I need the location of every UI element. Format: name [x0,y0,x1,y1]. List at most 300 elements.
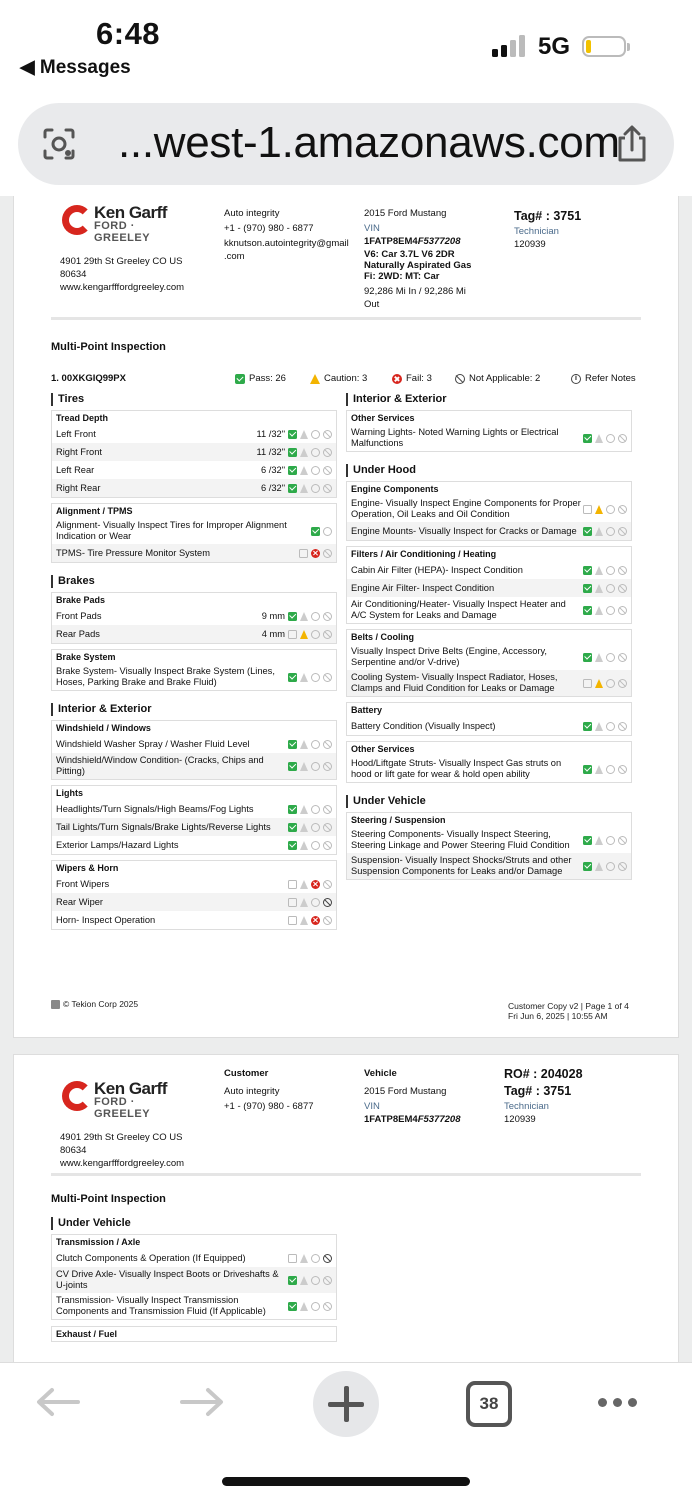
caution-icon [300,740,308,749]
item-label: Transmission- Visually Inspect Transmission Components and Transmission Fluid (If Applicable) [56,1295,266,1316]
inspection-group [346,741,632,783]
status-icons [583,434,627,443]
item-label: Right Front [56,446,102,457]
caution-icon [300,805,308,814]
address-bar[interactable] [18,103,674,185]
status-icons [583,722,627,731]
divider [51,317,641,320]
fail-icon [606,836,615,845]
pass-check-icon [299,549,308,558]
pass-check-icon [583,527,592,536]
caution-icon [300,898,308,907]
status-icons [583,765,627,774]
group-title: Alignment / TPMS [56,506,133,516]
section-title: Tires [51,393,337,406]
pass-check-icon [288,823,297,832]
caution-icon [300,466,308,475]
item-label: Left Rear [56,464,95,475]
not-applicable-icon [618,566,627,575]
inspection-row [347,853,631,879]
caution-icon [595,862,603,871]
fail-icon [606,653,615,662]
caution-icon [300,448,308,457]
pass-check-icon [288,841,297,850]
inspection-row [347,425,631,451]
fail-icon [606,434,615,443]
inspection-group [346,481,632,541]
item-label: Front Pads [56,610,102,621]
fail-icon [311,740,320,749]
measurement: 11 /32" [256,447,285,457]
inspection-row [347,670,631,696]
not-applicable-icon [323,805,332,814]
inspection-row [52,836,336,854]
inspection-row [52,518,336,544]
inspection-group [51,592,337,644]
status-icons [288,916,332,925]
group-title: Other Services [351,744,415,754]
caution-icon [595,606,603,615]
fail-icon [392,374,402,384]
group-title: Brake Pads [56,595,106,605]
caution-icon [595,722,603,731]
caution-icon [300,1302,308,1311]
caution-icon [300,484,308,493]
caution-icon [595,836,603,845]
fail-icon [323,527,332,536]
caution-icon [595,679,603,688]
inspection-title: Multi-Point Inspection [51,1193,166,1205]
inspection-row [347,756,631,782]
not-applicable-icon [618,765,627,774]
group-title: Belts / Cooling [351,632,414,642]
group-title: Tread Depth [56,413,109,423]
status-icons [583,584,627,593]
pass-check-icon [583,765,592,774]
pass-check-icon [583,862,592,871]
caution-icon [595,527,603,536]
tag-info: Tag# : 3751 Technician 120939 [514,209,582,250]
not-applicable-icon [618,606,627,615]
info-icon: i [571,374,581,384]
vehicle-info: 2015 Ford Mustang VIN 1FATP8EM4F5377208 V6: Car 3.7L V6 2DR Naturally Aspirated Gas Fi: 2WD: MT: Car 92,286 Mi In / 92,286 Mi Out [364,208,472,310]
inspection-row [52,875,336,893]
item-label: Steering Components- Visually Inspect Steering, Steering Linkage and Power Steering Fluid Condition [351,829,570,850]
fail-icon [606,679,615,688]
group-title: Engine Components [351,484,439,494]
not-applicable-icon [618,836,627,845]
pass-check-icon [288,466,297,475]
section-title: Under Hood [346,464,632,477]
status-icons [288,673,332,682]
group-title: Other Services [351,413,415,423]
status-icons [583,606,627,615]
measurement: 9 mm [261,611,285,621]
caution-icon [595,765,603,774]
not-applicable-icon [323,823,332,832]
inspection-row [52,1249,336,1267]
pass-check-icon [288,762,297,771]
item-label: Battery Condition (Visually Inspect) [351,720,496,731]
inspection-group [346,410,632,452]
inspection-group [51,785,337,855]
pass-check-icon [288,1276,297,1285]
report-page-1 [13,196,679,1038]
na-count: Not Applicable: 2 [455,373,540,384]
forward-arrow-icon[interactable] [178,1387,226,1417]
pass-check-icon [583,606,592,615]
item-label: Front Wipers [56,878,110,889]
fail-icon [606,584,615,593]
group-title: Wipers & Horn [56,863,119,873]
inspection-group [51,503,337,563]
url-text[interactable]: ...west-1.amazonaws.com [118,118,620,167]
item-label: Right Rear [56,482,101,493]
item-label: Rear Pads [56,628,100,639]
fail-icon [606,722,615,731]
status-icons [299,549,332,558]
not-applicable-icon [323,466,332,475]
tekion-logo-icon [51,1000,60,1009]
fail-icon [311,630,320,639]
item-label: Suspension- Visually Inspect Shocks/Struts and other Suspension Components for Leaks and/or Damage [351,855,572,876]
fail-icon [606,566,615,575]
inspection-row [52,607,336,625]
caution-icon [300,1254,308,1263]
fail-icon [606,527,615,536]
not-applicable-icon [323,430,332,439]
status-icons [583,505,627,514]
status-icons [583,679,627,688]
status-icons [288,740,332,749]
fail-icon [311,466,320,475]
group-title: Steering / Suspension [351,815,446,825]
back-arrow-icon[interactable] [34,1387,82,1417]
fail-icon [311,430,320,439]
not-applicable-icon [323,630,332,639]
section-title: Under Vehicle [51,1217,337,1230]
status-icons [288,823,332,832]
status-icons [583,653,627,662]
fail-icon [311,880,320,889]
status-icons [288,448,332,457]
not-applicable-icon [323,880,332,889]
status-icons [288,880,332,889]
caution-icon [595,434,603,443]
pass-check-icon [288,1302,297,1311]
item-label: Windshield Washer Spray / Washer Fluid Level [56,738,250,749]
fail-icon [311,484,320,493]
status-icons [288,841,332,850]
fail-count: Fail: 3 [392,373,432,384]
left-column [51,385,337,930]
not-applicable-icon [323,916,332,925]
pass-check-icon [288,430,297,439]
item-label: Engine Air Filter- Inspect Condition [351,582,495,593]
inspection-row [52,625,336,643]
group-title: Brake System [56,652,116,662]
copyright: © Tekion Corp 2025 [51,999,138,1009]
status-icons [583,862,627,871]
inspection-row [52,893,336,911]
fail-icon [311,673,320,682]
divider [51,1173,641,1176]
caution-icon [300,430,308,439]
dealer-logo: Ken Garff FORD · GREELEY [62,205,192,235]
section-title: Brakes [51,575,337,588]
browser-toolbar [0,1362,692,1500]
not-applicable-icon [323,841,332,850]
inspection-row [52,443,336,461]
pass-check-icon [288,916,297,925]
group-title: Filters / Air Conditioning / Heating [351,549,497,559]
caution-icon [300,612,308,621]
page2-column [51,1209,337,1342]
group-title: Exhaust / Fuel [56,1329,118,1339]
pass-check-icon [583,434,592,443]
not-applicable-icon [455,374,465,384]
status-icons [583,527,627,536]
item-label: Tail Lights/Turn Signals/Brake Lights/Reverse Lights [56,821,271,832]
status-icons [288,805,332,814]
status-icons [288,1254,332,1263]
site-settings-icon[interactable] [42,127,76,161]
inspection-row [347,496,631,522]
status-time: 6:48 [96,16,161,51]
measurement: 6 /32" [261,465,285,475]
inspection-row [347,644,631,670]
fail-icon [311,448,320,457]
caution-icon [310,374,320,384]
group-title: Windshield / Windows [56,723,151,733]
not-applicable-icon [323,1276,332,1285]
inspection-row [52,664,336,690]
inspection-title: Multi-Point Inspection [51,341,166,353]
inspection-row [52,911,336,929]
not-applicable-icon [323,484,332,493]
item-label: Engine- Visually Inspect Engine Components for Proper Operation, Oil Leaks and Oil Condition [351,498,581,519]
item-label: Headlights/Turn Signals/High Beams/Fog Lights [56,803,254,814]
status-icons [288,762,332,771]
item-label: Windshield/Window Condition- (Cracks, Chips and Pitting) [56,755,264,776]
network-label: 5G [538,33,571,60]
ro-number: 1. 00XKGIQ99PX [51,373,126,384]
not-applicable-icon [323,549,332,558]
not-applicable-icon [618,434,627,443]
dealer-address: 4901 29th St Greeley CO US 80634 www.kengarfffordgreeley.com [60,1132,185,1169]
inspection-row [52,544,336,562]
pass-check-icon [583,836,592,845]
item-label: CV Drive Axle- Visually Inspect Boots or Driveshafts & U-joints [56,1269,279,1290]
pass-check-icon [583,566,592,575]
inspection-row [347,561,631,579]
caution-count: Caution: 3 [310,373,367,384]
back-to-messages-link[interactable]: ◀ Messages [20,57,131,78]
fail-icon [606,765,615,774]
pass-check-icon [583,505,592,514]
dealer-address: 4901 29th St Greeley CO US 80634 www.kengarfffordgreeley.com [60,256,185,293]
fail-icon [311,916,320,925]
fail-icon [311,805,320,814]
fail-icon [311,1254,320,1263]
inspection-group [346,546,632,624]
section-title: Under Vehicle [346,795,632,808]
fail-icon [311,841,320,850]
inspection-row [347,597,631,623]
measurement: 11 /32" [256,429,285,439]
not-applicable-icon [323,673,332,682]
fail-icon [311,762,320,771]
caution-icon [300,841,308,850]
pass-check-icon [288,484,297,493]
inspection-row [347,522,631,540]
pass-check-icon [288,1254,297,1263]
pass-check-icon [583,653,592,662]
home-indicator[interactable] [222,1477,470,1486]
inspection-row [52,479,336,497]
share-icon[interactable] [614,125,650,163]
item-label: Hood/Liftgate Struts- Visually Inspect Gas struts on hood or lift gate for wear & hold open ability [351,758,562,779]
caution-icon [300,823,308,832]
fail-icon [311,823,320,832]
inspection-group [346,702,632,736]
item-label: Engine Mounts- Visually Inspect for Cracks or Damage [351,525,577,536]
document-viewer[interactable] [0,196,692,1362]
status-icons [288,466,332,475]
inspection-group [51,860,337,930]
inspection-group [346,812,632,880]
tab-count-button[interactable]: 38 [466,1381,512,1427]
inspection-row [347,579,631,597]
status-icons [311,527,332,536]
pass-icon [235,374,245,384]
status-icons [288,430,332,439]
measurement: 4 mm [261,629,285,639]
not-applicable-icon [323,448,332,457]
caution-icon [300,762,308,771]
fail-icon [606,862,615,871]
inspection-row [52,753,336,779]
item-label: Warning Lights- Noted Warning Lights or Electrical Malfunctions [351,427,559,448]
inspection-group [51,649,337,691]
inspection-row [52,1293,336,1319]
item-label: Air Conditioning/Heater- Visually Inspect Heater and A/C System for Leaks and Damage [351,599,566,620]
inspection-group [346,629,632,697]
battery-icon [582,36,626,57]
inspection-row [52,1267,336,1293]
fail-icon [311,1276,320,1285]
item-label: Horn- Inspect Operation [56,914,156,925]
not-applicable-icon [323,740,332,749]
inspection-row [52,735,336,753]
pass-check-icon [311,527,320,536]
not-applicable-icon [618,653,627,662]
status-icons [288,1276,332,1285]
pass-check-icon [288,673,297,682]
inspection-row [52,425,336,443]
status-icons [288,898,332,907]
section-title: Interior & Exterior [51,703,337,716]
item-label: Rear Wiper [56,896,104,907]
caution-icon [595,566,603,575]
right-column [346,385,632,880]
caution-icon [300,630,308,639]
pass-check-icon [288,630,297,639]
pass-check-icon [288,898,297,907]
item-label: TPMS- Tire Pressure Monitor System [56,547,210,558]
inspection-group [51,1234,337,1320]
section-title: Interior & Exterior [346,393,632,406]
caution-icon [300,673,308,682]
inspection-row [52,800,336,818]
more-options-icon[interactable] [598,1398,637,1407]
not-applicable-icon [618,505,627,514]
group-title: Lights [56,788,83,798]
status-icons [288,1302,332,1311]
item-label: Cooling System- Visually Inspect Radiator, Hoses, Clamps and Fluid Condition for Leaks or Damage [351,672,558,693]
pass-count: Pass: 26 [235,373,286,384]
not-applicable-icon [618,679,627,688]
inspection-row [52,461,336,479]
status-icons [288,630,332,639]
customer-info: Auto integrity +1 - (970) 980 - 6877 kknutson.autointegrity@gmail .com [224,208,349,262]
item-label: Exterior Lamps/Hazard Lights [56,839,179,850]
group-title: Battery [351,705,383,715]
ro-tag-info: RO# : 204028 Tag# : 3751 Technician 120939 [504,1067,583,1125]
pass-check-icon [288,805,297,814]
fail-icon [311,898,320,907]
item-label: Clutch Components & Operation (If Equipped) [56,1252,246,1263]
pass-check-icon [288,612,297,621]
inspection-group [51,410,337,498]
group-title: Transmission / Axle [56,1237,141,1247]
inspection-row [347,717,631,735]
not-applicable-icon [323,1254,332,1263]
caution-icon [300,1276,308,1285]
back-label: Messages [39,57,131,78]
caution-icon [300,916,308,925]
item-label: Left Front [56,428,96,439]
item-label: Visually Inspect Drive Belts (Engine, Accessory, Serpentine and/or V-drive) [351,646,548,667]
fail-icon [311,612,320,621]
inspection-group [51,720,337,780]
fail-icon [311,1302,320,1311]
not-applicable-icon [618,527,627,536]
not-applicable-icon [618,584,627,593]
signal-icon [492,35,528,57]
report-page-2 [13,1054,679,1362]
not-applicable-icon [323,612,332,621]
dealer-logo: Ken Garff FORD · GREELEY [62,1081,192,1111]
not-applicable-icon [323,898,332,907]
page-footer: Customer Copy v2 | Page 1 of 4 Fri Jun 6, 2025 | 10:55 AM [508,1001,629,1021]
item-label: Cabin Air Filter (HEPA)- Inspect Condition [351,564,523,575]
pass-check-icon [288,740,297,749]
pass-check-icon [583,722,592,731]
fail-icon [606,505,615,514]
status-bar [0,0,692,92]
not-applicable-icon [618,722,627,731]
status-icons [583,836,627,845]
item-label: Brake System- Visually Inspect Brake System (Lines, Hoses, Parking Brake and Brake Fluid) [56,666,275,687]
new-tab-button[interactable] [313,1371,379,1437]
inspection-row [52,818,336,836]
not-applicable-icon [323,1302,332,1311]
status-icons [288,484,332,493]
refer-notes: i Refer Notes [571,373,636,384]
pass-check-icon [288,880,297,889]
vehicle-info: Vehicle 2015 Ford Mustang VIN 1FATP8EM4F5377208 [364,1068,461,1125]
